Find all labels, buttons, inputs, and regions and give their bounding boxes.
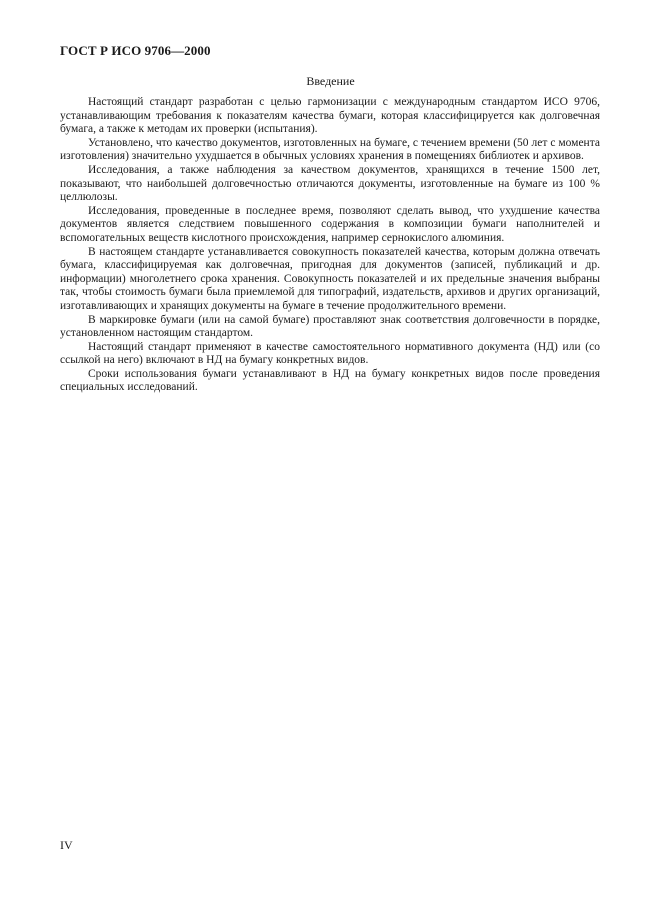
paragraph: Настоящий стандарт применяют в качестве самостоятельного нормативного документа (НД) или (со ссылкой на него) включают в НД на бумагу конкретных видов. bbox=[60, 340, 600, 367]
paragraph: Исследования, проведенные в последнее время, позволяют сделать вывод, что ухудшение качества документов является следствием повышенного содержания в композиции бумаги наполнителей и вспомогательных веществ кислотного происхождения, например сернокислого алюминия. bbox=[60, 204, 600, 244]
paragraph: В маркировке бумаги (или на самой бумаге) проставляют знак соответствия долговечности в порядке, установленном настоящим стандартом. bbox=[60, 313, 600, 340]
paragraph: Установлено, что качество документов, изготовленных на бумаге, с течением времени (50 лет с момента изготовления) значительно ухудшается в обычных условиях хранения в помещениях библиотек и архивов. bbox=[60, 136, 600, 163]
section-title: Введение bbox=[306, 74, 355, 88]
paragraph: Сроки использования бумаги устанавливают в НД на бумагу конкретных видов после проведения специальных исследований. bbox=[60, 367, 600, 394]
body-text bbox=[60, 96, 600, 395]
paragraph: В настоящем стандарте устанавливается совокупность показателей качества, которым должна отвечать бумага, классифицируемая как долговечная, пригодная для документов (записей, публикаций и др. информации) многолетнего срока хранения. Совокупность показателей и их предельные значения выбраны так, чтобы стоимость бумаги была приемлемой для типографий, издательств, архивов и других организаций, изготавливающих и хранящих документы на бумаге в течение продолжительного времени. bbox=[60, 245, 600, 312]
paragraph: Исследования, а также наблюдения за качеством документов, хранящихся в течение 1500 лет, показывают, что наибольшей долговечностью отличаются документы, изготовленные на бумаге из 100 % целлюлозы. bbox=[60, 163, 600, 204]
standard-code-header: ГОСТ Р ИСО 9706—2000 bbox=[60, 43, 211, 58]
page-number: IV bbox=[60, 838, 73, 852]
paragraph: Настоящий стандарт разработан с целью гармонизации с международным стандартом ИСО 9706, устанавливающим требования к показателям качества бумаги, которая классифицируется как долговечная бумага, а также к методам их проверки (испытания). bbox=[60, 96, 600, 136]
